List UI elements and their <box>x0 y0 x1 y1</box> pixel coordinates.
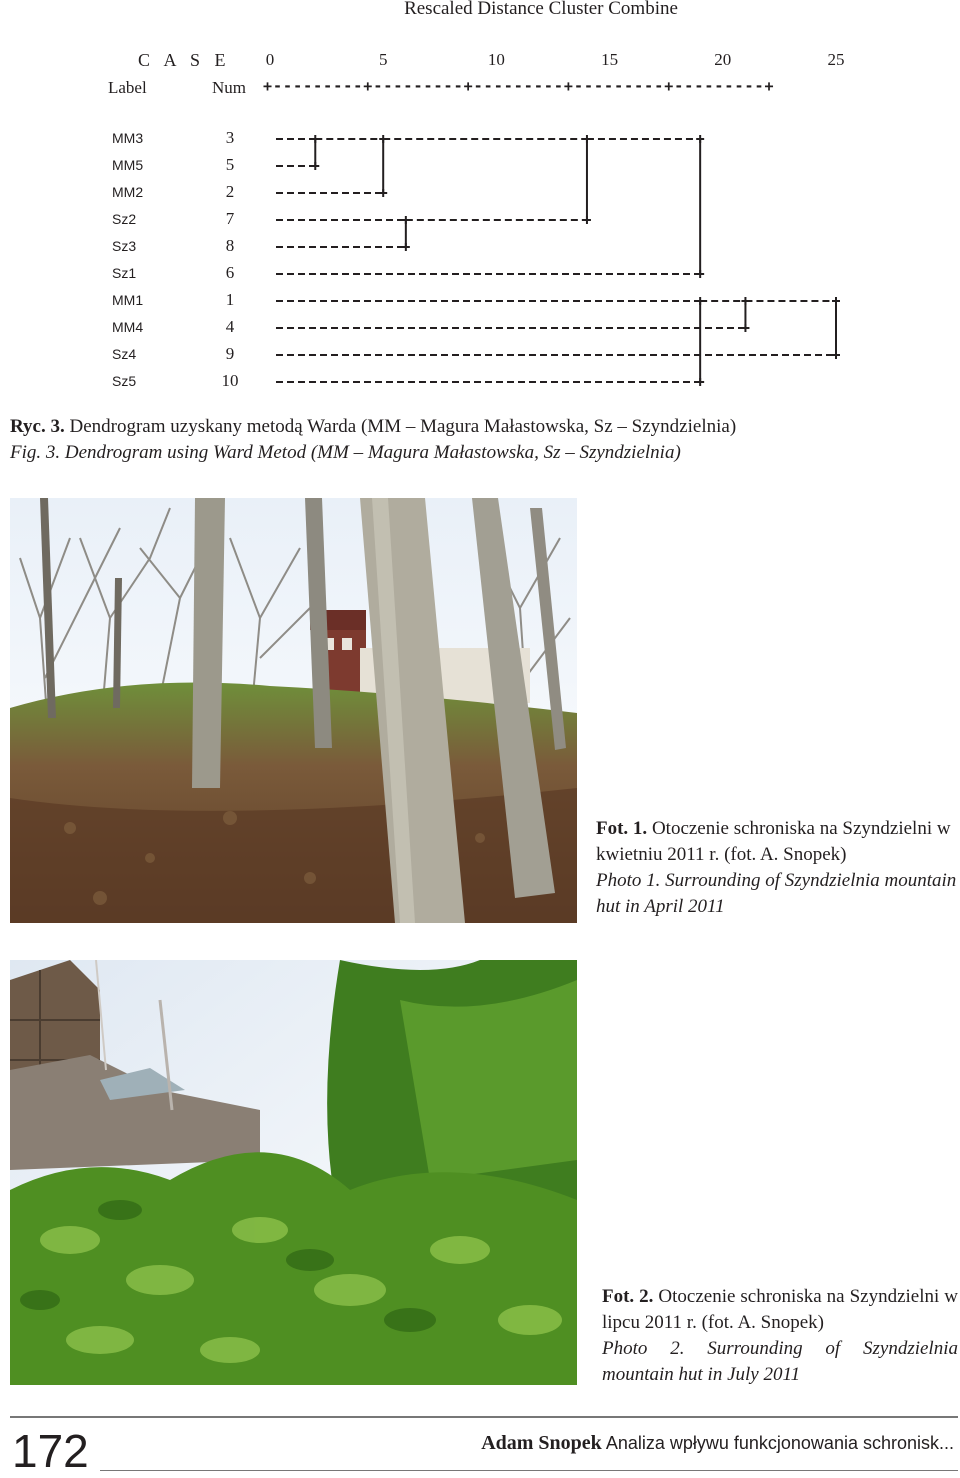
photo-april-trees <box>10 498 577 923</box>
axis-tick-label: 25 <box>827 50 845 69</box>
dendrogram-title: Rescaled Distance Cluster Combine <box>404 0 678 19</box>
photo2-caption-pl <box>602 1284 958 1336</box>
case-label: MM2 <box>112 184 144 200</box>
axis-tick-label: 5 <box>378 50 388 69</box>
case-label: MM5 <box>112 157 144 173</box>
case-number: 1 <box>225 290 235 309</box>
figure-text-en: Dendrogram using Ward Metod (MM – Magura Małastowska, Sz – Szyndzielnia) <box>60 442 681 463</box>
num-header: Num <box>212 78 246 97</box>
merge-marker <box>379 189 387 197</box>
axis-tick-label: 0 <box>265 50 275 69</box>
page-number: 172 <box>12 1425 89 1477</box>
case-number: 8 <box>225 236 235 255</box>
merge-marker <box>311 135 319 143</box>
merge-marker <box>696 378 704 386</box>
photo-july-vegetation <box>10 960 577 1385</box>
running-footer <box>481 1432 954 1455</box>
figure-label-pl: Ryc. 3. <box>10 416 65 437</box>
case-label: Sz1 <box>112 265 137 281</box>
dendrogram-plot <box>0 0 960 400</box>
merge-marker <box>741 297 749 305</box>
merge-marker <box>696 270 704 278</box>
axis-tick-label: 20 <box>714 50 732 69</box>
case-number: 9 <box>225 344 235 363</box>
photo2-text-pl: Otoczenie schroniska na Szyndzielni w lipcu 2011 r. (fot. A. Snopek) <box>602 1286 958 1333</box>
photo1-text-pl: Otoczenie schroniska na Szyndzielni w kwietniu 2011 r. (fot. A. Snopek) <box>596 818 951 865</box>
case-label: MM3 <box>112 130 144 146</box>
footer-author: Adam Snopek <box>481 1432 602 1454</box>
case-header: C A S E <box>138 50 231 70</box>
merge-marker <box>832 351 840 359</box>
merge-marker <box>311 162 319 170</box>
axis-tick-label: 10 <box>487 50 505 69</box>
case-number: 3 <box>225 128 235 147</box>
photo1-caption-en: Photo 1. Surrounding of Szyndzielnia mountain hut in April 2011 <box>596 870 957 917</box>
case-label: MM4 <box>112 319 144 335</box>
footer-title: Analiza wpływu funkcjonowania schronisk... <box>601 1433 954 1453</box>
photo1-caption-pl <box>596 816 958 868</box>
case-number: 5 <box>225 155 235 174</box>
photo1-caption <box>596 816 958 920</box>
case-label: Sz5 <box>112 373 137 389</box>
merge-marker <box>832 297 840 305</box>
photo1-label: Fot. 1. <box>596 818 648 839</box>
figure-caption-en <box>10 442 681 464</box>
merge-marker <box>696 135 704 143</box>
merge-marker <box>402 243 410 251</box>
case-number: 6 <box>225 263 235 282</box>
photo2-caption-en: Photo 2. Surrounding of Szyndzielnia mountain hut in July 2011 <box>602 1338 958 1385</box>
case-label: MM1 <box>112 292 144 308</box>
distance-scale-rule: +---------+---------+---------+---------+---------+ <box>263 77 775 95</box>
figure-caption-pl <box>10 416 736 438</box>
merge-marker <box>583 135 591 143</box>
photo2-label: Fot. 2. <box>602 1286 654 1307</box>
figure-text-pl: Dendrogram uzyskany metodą Warda (MM – Magura Małastowska, Sz – Szyndzielnia) <box>64 416 737 437</box>
merge-marker <box>741 324 749 332</box>
case-label: Sz2 <box>112 211 137 227</box>
merge-marker <box>402 216 410 224</box>
case-number: 10 <box>221 371 239 390</box>
axis-tick-label: 15 <box>601 50 619 69</box>
footer-baseline <box>100 1470 958 1471</box>
merge-marker <box>583 216 591 224</box>
footer-rule <box>10 1416 958 1418</box>
case-number: 4 <box>225 317 235 336</box>
case-number: 7 <box>225 209 235 228</box>
case-number: 2 <box>225 182 235 201</box>
merge-marker <box>696 297 704 305</box>
photo2-caption <box>602 1284 958 1388</box>
figure-label-en: Fig. 3. <box>10 442 61 463</box>
label-header: Label <box>108 78 147 97</box>
merge-marker <box>379 135 387 143</box>
case-label: Sz4 <box>112 346 137 362</box>
case-label: Sz3 <box>112 238 137 254</box>
